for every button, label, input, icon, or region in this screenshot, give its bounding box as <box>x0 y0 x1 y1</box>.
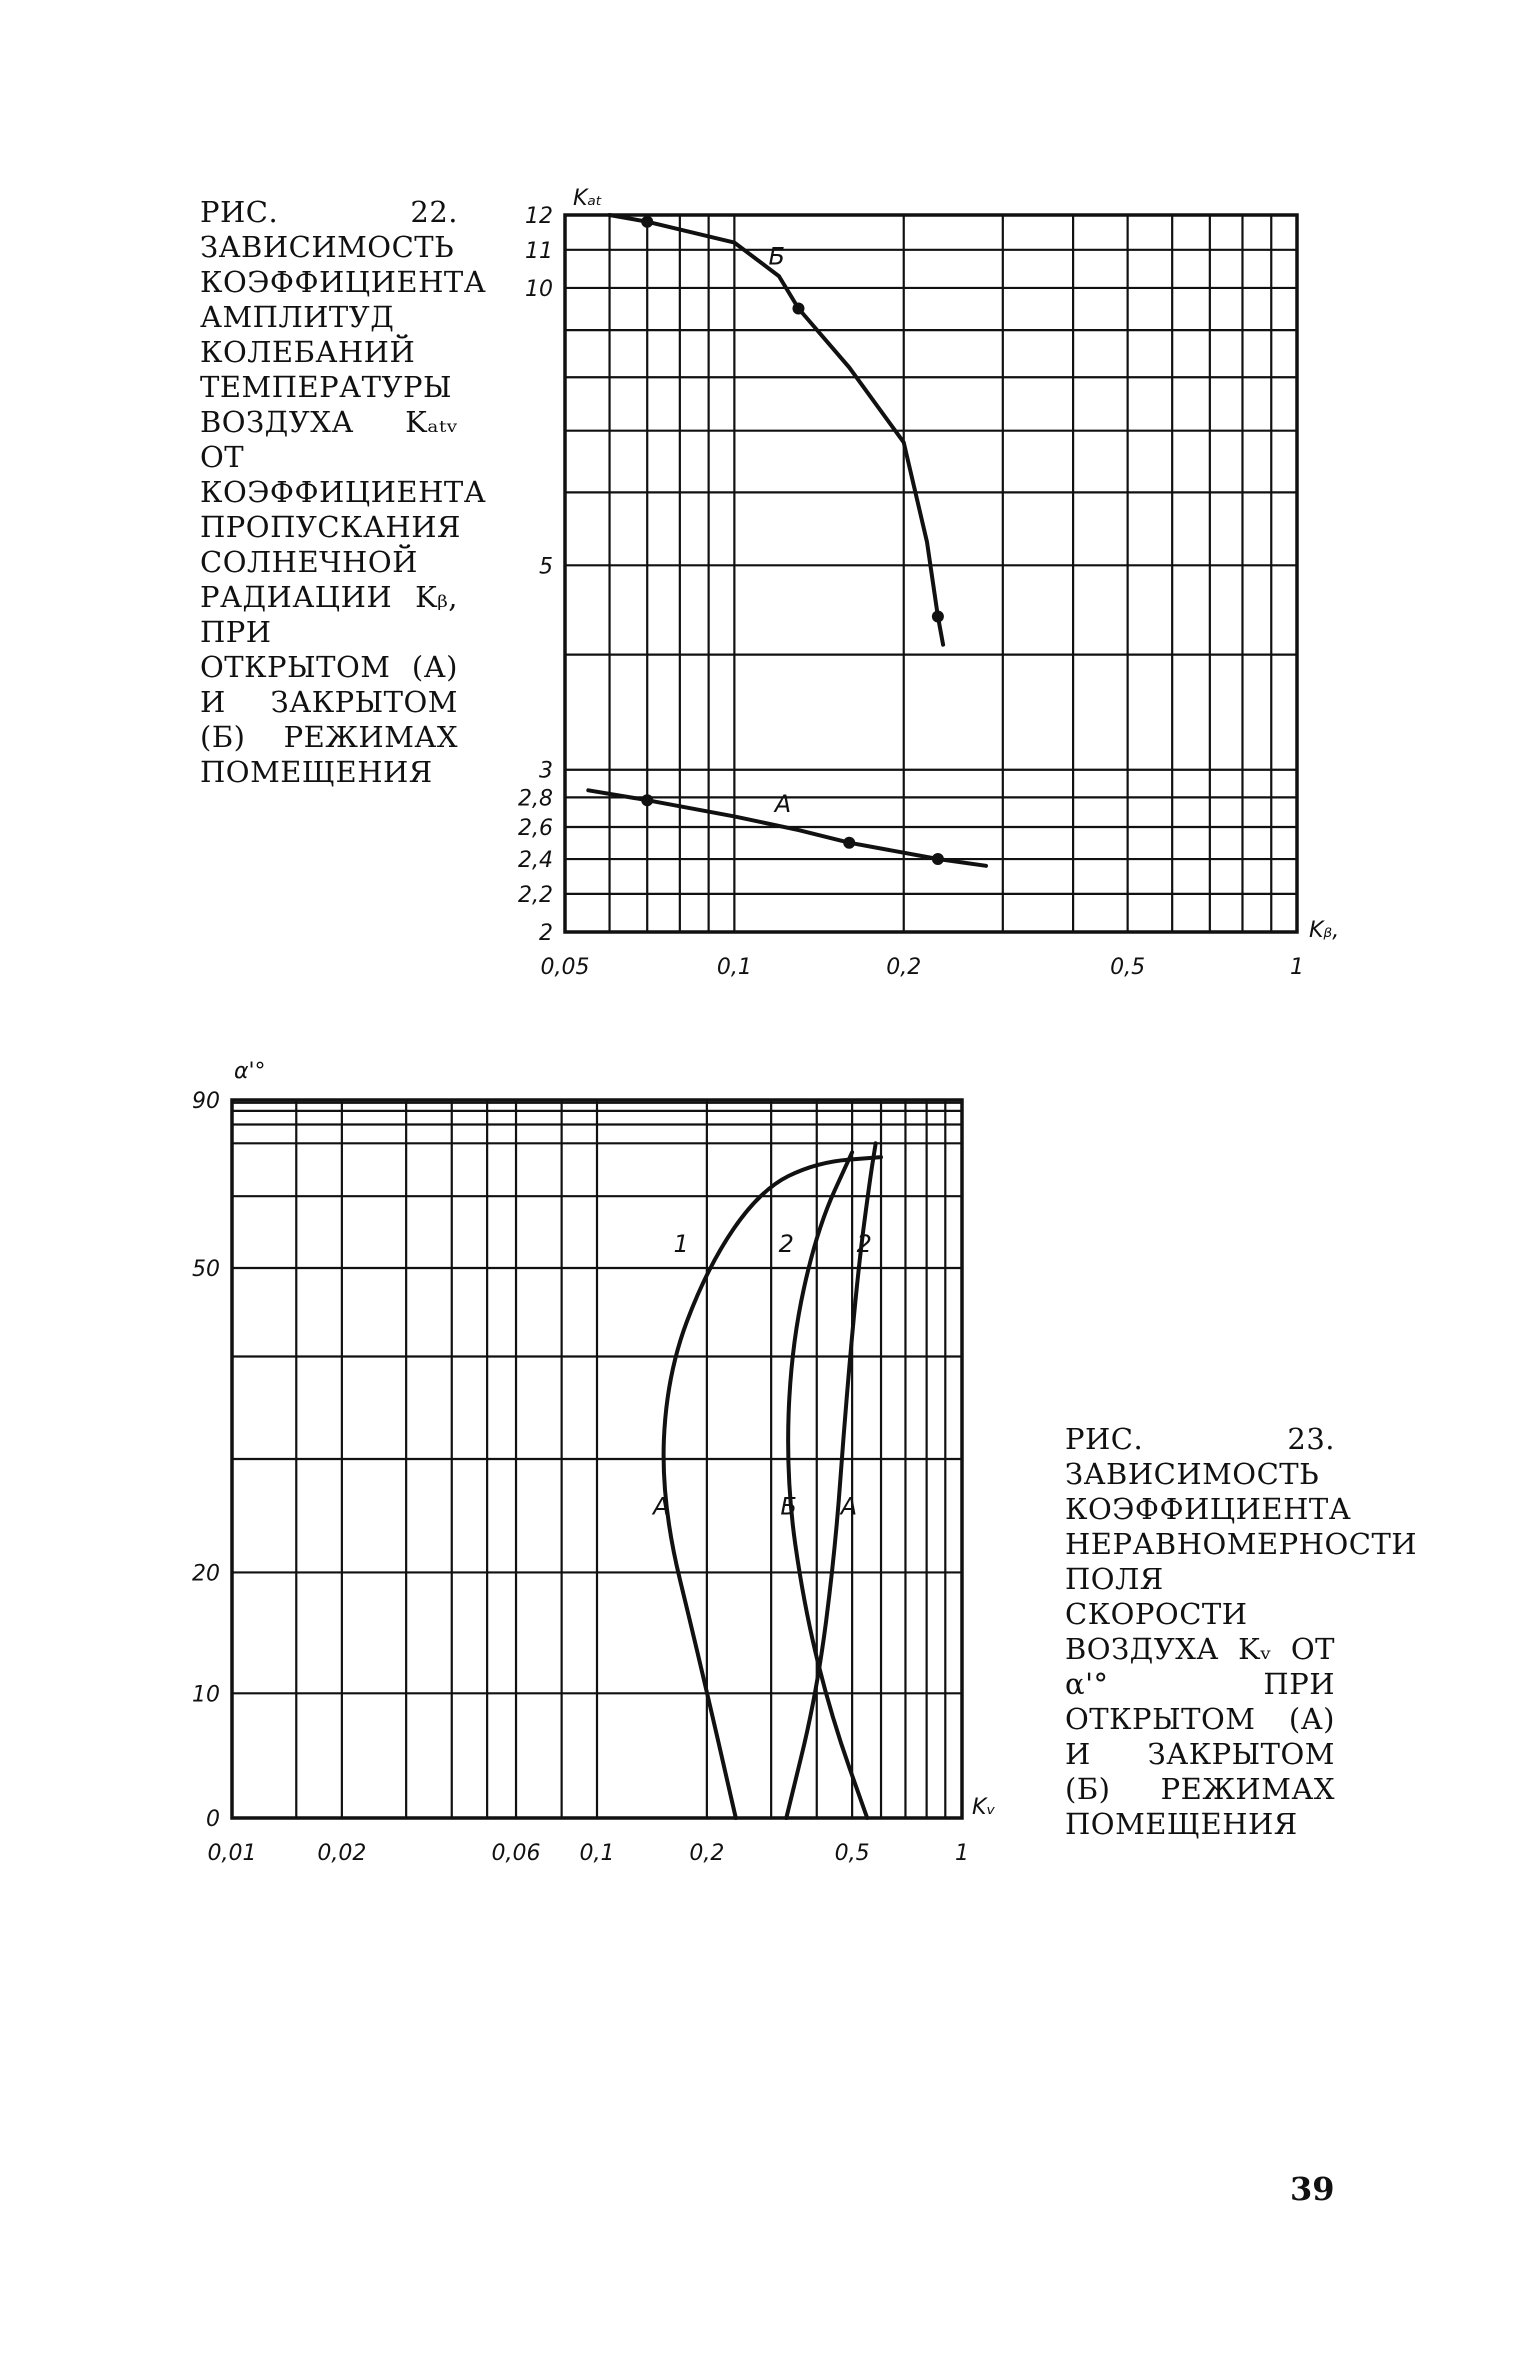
x-tick-label: 0,1 <box>579 1841 615 1866</box>
series-curve-1 <box>664 1157 881 1818</box>
series-curve-2 <box>788 1152 867 1818</box>
y-tick-label: 50 <box>192 1256 220 1282</box>
y-axis-label: α'° <box>234 1059 266 1084</box>
y-tick-label: 3 <box>539 758 553 784</box>
x-axis-label: Kᵦ, <box>1309 918 1340 943</box>
curve-annotation: А <box>840 1492 858 1521</box>
curve-annotation: 1 <box>673 1230 689 1259</box>
x-tick-label: 0,5 <box>834 1841 870 1866</box>
y-tick-label: 2,6 <box>518 816 553 842</box>
curve-annotation: А <box>653 1492 670 1521</box>
series-label-a: А <box>774 789 792 818</box>
y-tick-label: 5 <box>539 554 553 580</box>
y-tick-label: 2,4 <box>518 848 553 874</box>
series-label-b: Б <box>768 242 785 271</box>
y-tick-label: 11 <box>525 238 553 264</box>
x-axis-label: Kᵥ <box>972 1795 996 1820</box>
x-tick-label: 0,02 <box>317 1841 367 1866</box>
curve-annotation: Б <box>780 1492 797 1521</box>
y-axis-label: Kₐₜ <box>573 186 603 211</box>
curve-annotation: 2 <box>856 1230 872 1259</box>
y-tick-label: 0 <box>206 1807 220 1832</box>
y-tick-label: 20 <box>192 1561 220 1587</box>
curve-annotation: 2 <box>778 1230 794 1259</box>
figure-22-caption: РИС. 22. ЗАВИСИМОСТЬ КОЭФФИЦИЕНТА АМПЛИТУД КОЛЕБАНИЙ ТЕМПЕРАТУРЫ ВОЗДУХА Kₐₜᵥ ОТ КОЭФФИЦИЕНТА ПРОПУСКАНИЯ СОЛНЕЧНОЙ РАДИАЦИИ Kᵦ, ПРИ ОТКРЫТОМ (А) И ЗАКРЫТОМ (Б) РЕЖИМАХ ПОМЕЩЕНИЯ <box>200 195 487 789</box>
y-tick-label: 2,2 <box>518 882 553 908</box>
x-tick-label: 1 <box>1290 955 1304 980</box>
y-tick-label: 2 <box>539 921 553 946</box>
figure-23-caption: РИС. 23. ЗАВИСИМОСТЬ КОЭФФИЦИЕНТА НЕРАВНОМЕРНОСТИ ПОЛЯ СКОРОСТИ ВОЗДУХА Kᵥ ОТ α'° ПРИ ОТКРЫТОМ (А) И ЗАКРЫТОМ (Б) РЕЖИМАХ ПОМЕЩЕНИЯ <box>1065 1422 1418 1841</box>
y-tick-label: 12 <box>525 204 553 229</box>
x-tick-label: 0,5 <box>1110 955 1146 980</box>
page-number: 39 <box>1290 2170 1335 2208</box>
x-tick-label: 0,01 <box>207 1841 257 1866</box>
y-tick-label: 2,8 <box>518 786 553 812</box>
y-tick-label: 10 <box>192 1682 220 1708</box>
x-tick-label: 0,1 <box>716 955 752 980</box>
y-tick-label: 10 <box>525 276 553 302</box>
x-tick-label: 0,06 <box>491 1841 541 1866</box>
x-tick-label: 0,2 <box>689 1841 725 1866</box>
x-tick-label: 0,05 <box>540 955 590 980</box>
x-tick-label: 1 <box>955 1841 969 1866</box>
x-tick-label: 0,2 <box>886 955 922 980</box>
y-tick-label: 90 <box>192 1089 220 1114</box>
